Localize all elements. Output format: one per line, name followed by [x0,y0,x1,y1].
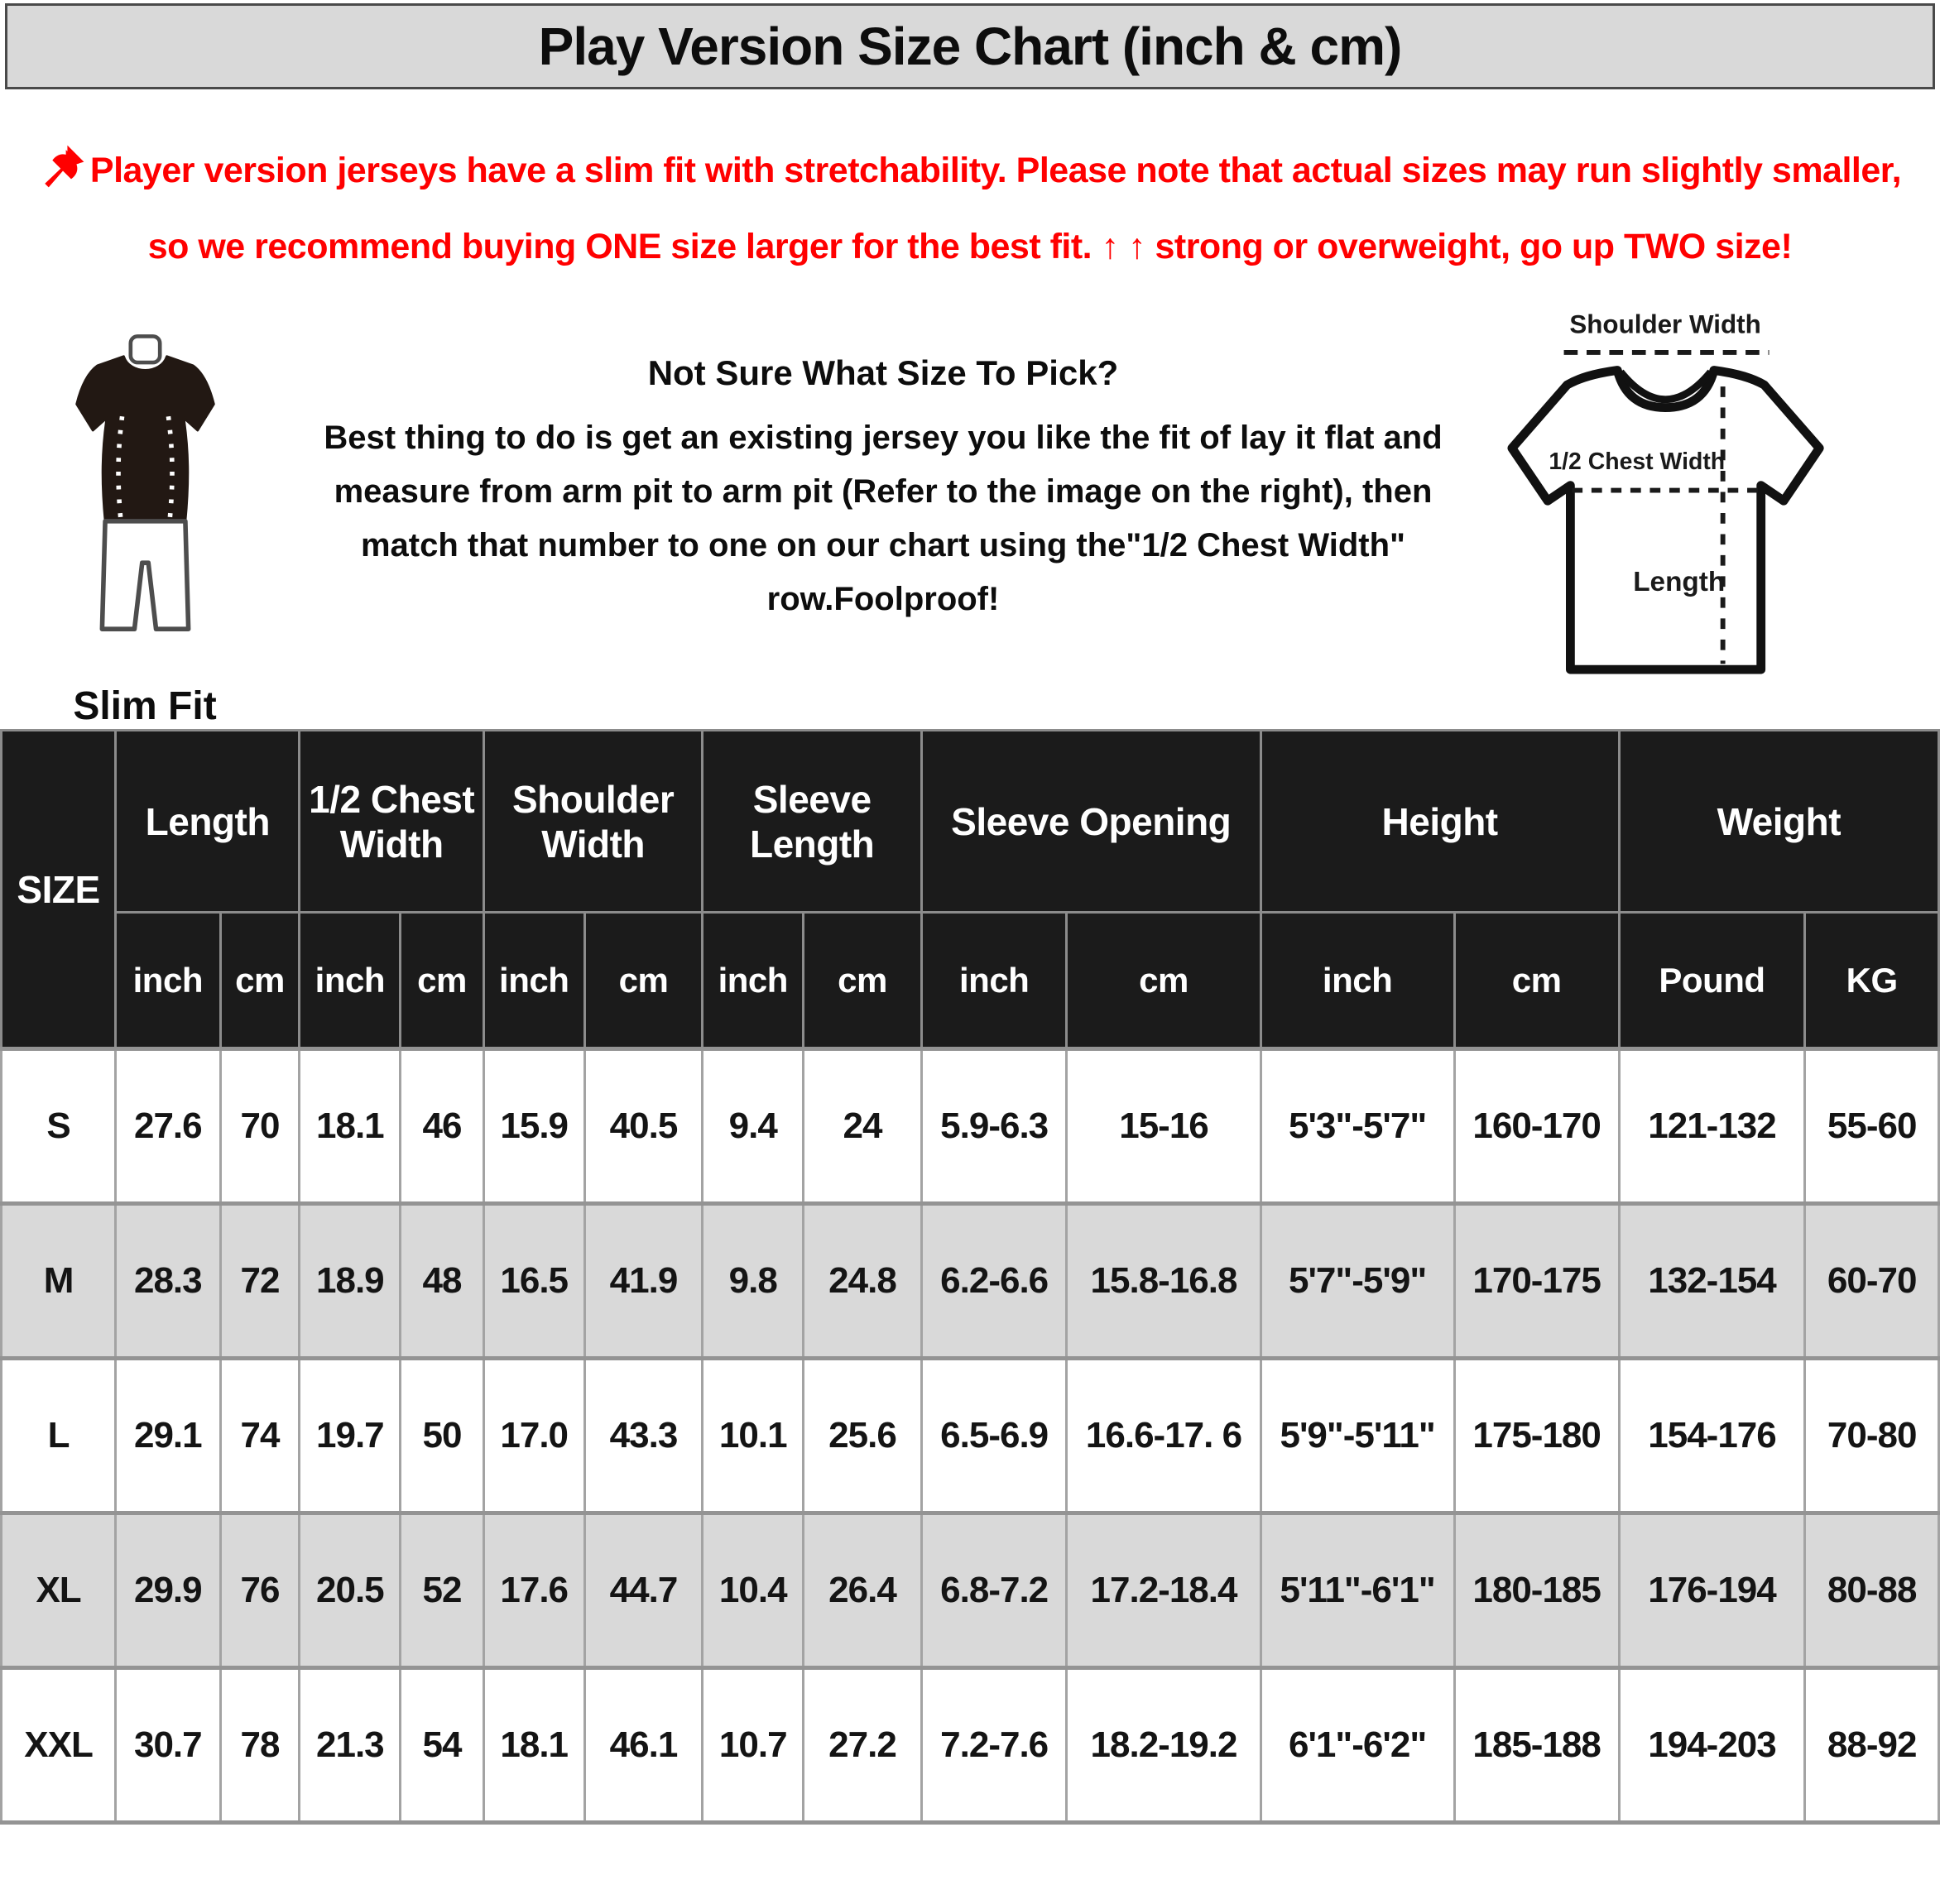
unit-header: inch [703,913,804,1049]
slim-fit-figure [8,305,281,729]
value-cell: 88-92 [1805,1668,1939,1823]
value-cell: 132-154 [1619,1204,1805,1359]
pushpin-icon [39,142,87,213]
value-cell: 154-176 [1619,1359,1805,1513]
value-cell: 180-185 [1454,1513,1619,1668]
value-cell: 50 [401,1359,484,1513]
value-cell: 16.5 [483,1204,584,1359]
value-cell: 6'1"-6'2" [1261,1668,1454,1823]
value-cell: 78 [220,1668,300,1823]
value-cell: 6.5-6.9 [921,1359,1067,1513]
value-cell: 55-60 [1805,1049,1939,1204]
value-cell: 18.2-19.2 [1067,1668,1261,1823]
value-cell: 52 [401,1513,484,1668]
value-cell: 9.4 [703,1049,804,1204]
col-header-weight: Weight [1619,731,1938,913]
value-cell: 6.2-6.6 [921,1204,1067,1359]
unit-header: cm [401,913,484,1049]
sizing-help [281,305,1485,729]
col-header-size: SIZE [2,731,116,1049]
table-row-xl [2,1513,1939,1668]
value-cell: 20.5 [300,1513,401,1668]
size-cell: L [2,1359,116,1513]
table-row-l [2,1359,1939,1513]
unit-header: cm [220,913,300,1049]
notice-text: Player version jerseys have a slim fit with stretchability. Please note that actual sizes may run slightly smaller, so we recommend buying ONE size larger for the best fit. ↑ ↑ strong or overweight, go up TWO size! [89,151,1902,266]
col-header-sleeve-length: Sleeve Length [703,731,922,913]
value-cell: 74 [220,1359,300,1513]
value-cell: 15-16 [1067,1049,1261,1204]
middle-section [0,305,1940,729]
value-cell: 54 [401,1668,484,1823]
size-table [0,729,1940,1825]
unit-header: Pound [1619,913,1805,1049]
value-cell: 9.8 [703,1204,804,1359]
value-cell: 6.8-7.2 [921,1513,1067,1668]
value-cell: 43.3 [584,1359,703,1513]
unit-header: inch [483,913,584,1049]
value-cell: 72 [220,1204,300,1359]
value-cell: 48 [401,1204,484,1359]
table-row-xxl [2,1668,1939,1823]
col-header-half-chest: 1/2 Chest Width [300,731,483,913]
tshirt-measurement-graphic [1493,309,1923,714]
unit-header: cm [1454,913,1619,1049]
unit-header: inch [1261,913,1454,1049]
shoulder-width-label: Shoulder Width [1569,309,1761,339]
value-cell: 10.1 [703,1359,804,1513]
value-cell: 25.6 [804,1359,922,1513]
title-band [5,3,1935,89]
slim-fit-label: Slim Fit [73,684,217,729]
value-cell: 15.9 [483,1049,584,1204]
col-header-sleeve-opening: Sleeve Opening [921,731,1261,913]
col-header-length: Length [116,731,300,913]
value-cell: 40.5 [584,1049,703,1204]
value-cell: 76 [220,1513,300,1668]
value-cell: 7.2-7.6 [921,1668,1067,1823]
table-row-m [2,1204,1939,1359]
value-cell: 17.6 [483,1513,584,1668]
value-cell: 26.4 [804,1513,922,1668]
value-cell: 5.9-6.3 [921,1049,1067,1204]
sizing-help-body: Best thing to do is get an existing jersey you like the fit of lay it flat and measure from arm pit to arm pit (Refer to the image on the right), then match that number to one on our chart using the"1/2 Chest Width" row.Foolproof! [324,420,1443,617]
sizing-help-heading: Not Sure What Size To Pick? [647,353,1119,393]
value-cell: 121-132 [1619,1049,1805,1204]
half-chest-width-label: 1/2 Chest Width [1549,448,1726,476]
value-cell: 17.2-18.4 [1067,1513,1261,1668]
value-cell: 175-180 [1454,1359,1619,1513]
measurement-diagram [1485,305,1932,729]
value-cell: 27.2 [804,1668,922,1823]
unit-header: cm [804,913,922,1049]
value-cell: 5'11"-6'1" [1261,1513,1454,1668]
value-cell: 80-88 [1805,1513,1939,1668]
value-cell: 176-194 [1619,1513,1805,1668]
table-row-s [2,1049,1939,1204]
value-cell: 60-70 [1805,1204,1939,1359]
unit-header: inch [300,913,401,1049]
unit-header: inch [921,913,1067,1049]
value-cell: 10.4 [703,1513,804,1668]
value-cell: 70 [220,1049,300,1204]
page-title: Play Version Size Chart (inch & cm) [538,17,1402,76]
col-header-height: Height [1261,731,1619,913]
value-cell: 28.3 [116,1204,220,1359]
value-cell: 5'9"-5'11" [1261,1359,1454,1513]
size-cell: S [2,1049,116,1204]
value-cell: 46.1 [584,1668,703,1823]
value-cell: 24 [804,1049,922,1204]
value-cell: 16.6-17. 6 [1067,1359,1261,1513]
value-cell: 70-80 [1805,1359,1939,1513]
value-cell: 18.1 [300,1049,401,1204]
value-cell: 194-203 [1619,1668,1805,1823]
value-cell: 5'3"-5'7" [1261,1049,1454,1204]
length-label: Length [1633,567,1726,598]
value-cell: 17.0 [483,1359,584,1513]
value-cell: 41.9 [584,1204,703,1359]
value-cell: 15.8-16.8 [1067,1204,1261,1359]
value-cell: 185-188 [1454,1668,1619,1823]
value-cell: 21.3 [300,1668,401,1823]
size-cell: XL [2,1513,116,1668]
value-cell: 5'7"-5'9" [1261,1204,1454,1359]
unit-header: cm [584,913,703,1049]
value-cell: 160-170 [1454,1049,1619,1204]
value-cell: 29.1 [116,1359,220,1513]
value-cell: 46 [401,1049,484,1204]
value-cell: 18.9 [300,1204,401,1359]
unit-header: cm [1067,913,1261,1049]
size-cell: XXL [2,1668,116,1823]
value-cell: 29.9 [116,1513,220,1668]
value-cell: 27.6 [116,1049,220,1204]
value-cell: 170-175 [1454,1204,1619,1359]
unit-header: KG [1805,913,1939,1049]
col-header-shoulder: Shoulder Width [483,731,703,913]
size-cell: M [2,1204,116,1359]
value-cell: 30.7 [116,1668,220,1823]
value-cell: 44.7 [584,1513,703,1668]
unit-header: inch [116,913,220,1049]
slim-fit-shirt-graphic [52,330,238,654]
value-cell: 19.7 [300,1359,401,1513]
value-cell: 10.7 [703,1668,804,1823]
fit-notice [0,89,1940,305]
value-cell: 24.8 [804,1204,922,1359]
value-cell: 18.1 [483,1668,584,1823]
